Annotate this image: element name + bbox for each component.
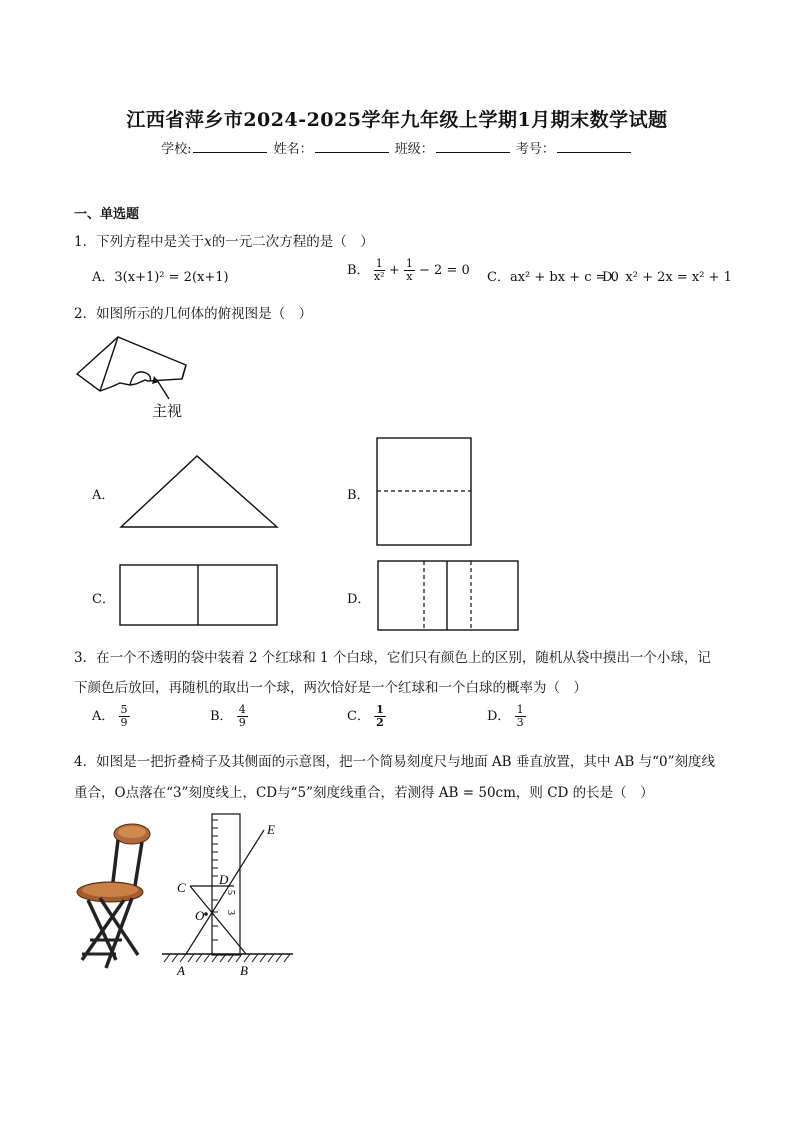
name-blank[interactable] <box>315 140 389 153</box>
q1-var: x <box>204 234 212 250</box>
label-e: E <box>267 822 275 837</box>
q3-option-d[interactable] <box>487 704 526 729</box>
ruler-geometry-diagram <box>160 812 300 982</box>
q1-option-c[interactable]: C．ax² + bx + c = 0 <box>487 270 619 285</box>
q1-option-a[interactable]: A．3(x+1)² = 2(x+1) <box>92 270 229 285</box>
q1-stem-part: 1．下列方程中是关于 <box>74 234 205 250</box>
q2-option-d-figure <box>377 560 520 632</box>
q3-option-label: A． <box>92 709 115 724</box>
q2-option-d-label[interactable]: D． <box>347 592 371 607</box>
q1-option-b-tail: − 2 = 0 <box>419 263 470 278</box>
question-4-line-2: 重合，O点落在“3”刻度线上，CD与“5”刻度线重合，若测得 AB = 50cm，则 CD 的长是（ ） <box>74 785 654 801</box>
exam-number-label: 考号： <box>515 142 555 157</box>
question-2-stem: 2．如图所示的几何体的俯视图是（ ） <box>74 306 313 322</box>
q3-option-label: B． <box>210 709 233 724</box>
q3-option-label: D． <box>487 709 511 724</box>
q1-stem-part: 的一元二次方程的是（ ） <box>211 234 374 250</box>
q3-option-c[interactable] <box>347 704 386 729</box>
q3-option-label: C． <box>347 709 370 724</box>
question-3-line-1: 3．在一个不透明的袋中装着 2 个红球和 1 个白球，它们只有颜色上的区别，随机从袋中摸出一个小球，记 <box>74 650 711 666</box>
question-3-line-2: 下颜色后放回，再随机的取出一个球，两次恰好是一个红球和一个白球的概率为（ ） <box>74 680 587 696</box>
q3-option-a[interactable] <box>92 704 130 729</box>
ruler-mark-5: 5 <box>225 890 236 895</box>
folding-chair-illustration <box>72 820 157 970</box>
q3-option-b[interactable] <box>210 704 248 729</box>
label-o: O <box>195 908 205 923</box>
question-4-line-1: 4．如图是一把折叠椅子及其侧面的示意图，把一个简易刻度尺与地面 AB 垂直放置，其中 AB 与“0”刻度线 <box>74 754 715 770</box>
class-label: 班级： <box>394 142 434 157</box>
q1-option-b-label: B． <box>347 263 370 278</box>
label-a: A <box>177 963 185 978</box>
q2-option-c-label[interactable]: C． <box>92 592 115 607</box>
ruler-mark-3: 3 <box>225 910 236 915</box>
fraction: $\frac{1}{\text{x²}}$ <box>373 257 385 283</box>
school-label: 学校: <box>161 142 192 157</box>
fraction: $\frac{1}{x}$ <box>405 257 413 283</box>
fraction: $\frac{1}{3}$ <box>516 703 524 729</box>
section-heading: 一、单选题 <box>74 207 140 222</box>
student-info-line <box>0 138 794 157</box>
q2-option-b-figure <box>376 437 472 547</box>
question-1-stem <box>74 230 374 250</box>
q2-option-b-label[interactable]: B． <box>347 488 370 503</box>
label-b: B <box>240 963 248 978</box>
page-title: 江西省萍乡市2024-2025学年九年级上学期1月期末数学试题 <box>126 109 668 131</box>
q2-option-c-figure <box>119 564 279 627</box>
label-d: D <box>219 872 229 887</box>
q2-option-a-label[interactable]: A． <box>92 488 115 503</box>
fraction: $\frac{5}{9}$ <box>120 703 128 729</box>
label-c: C <box>177 880 186 895</box>
main-view-caption: 主视 <box>152 402 183 420</box>
q1-option-b[interactable]: B． $\frac{1}{\text{x²}}$ + $\frac{1}{x}$ − 2 = 0 <box>347 257 470 283</box>
q1-option-d[interactable]: D．x² + 2x = x² + 1 <box>602 270 732 285</box>
name-label: 姓名： <box>273 142 313 157</box>
exam-number-blank[interactable] <box>557 140 631 153</box>
fraction: $\frac{1}{2}$ <box>376 703 384 729</box>
class-blank[interactable] <box>436 140 510 153</box>
school-blank[interactable] <box>193 140 267 153</box>
q2-option-a-figure <box>120 455 280 530</box>
fraction: $\frac{4}{9}$ <box>238 703 246 729</box>
